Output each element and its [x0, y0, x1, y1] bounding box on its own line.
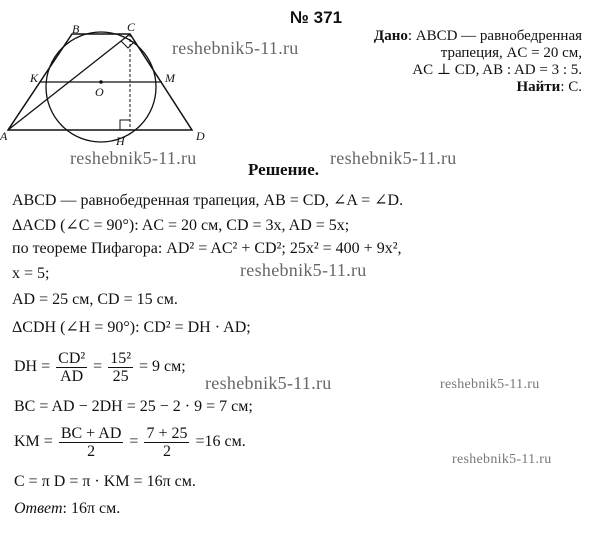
solution-line-10: C = π D = π · KM = 16π см. — [14, 473, 196, 490]
watermark-7: reshebnik5-11.ru — [452, 452, 552, 467]
watermark-4: reshebnik5-11.ru — [240, 260, 367, 280]
solution-line-3: по теореме Пифагора: AD² = AC² + CD²; 25x² = 400 + 9x², — [12, 240, 402, 257]
fraction-numerator: BC + AD — [60, 425, 122, 442]
label-b: B — [72, 22, 80, 36]
given-line-2: трапеция, AC = 20 см, — [440, 45, 582, 61]
fraction-bc-ad — [59, 425, 124, 460]
fraction-denominator: 2 — [87, 443, 96, 460]
dh-result: = 9 см; — [139, 358, 186, 376]
km-result: =16 см. — [195, 433, 246, 451]
fraction-denominator: AD — [60, 368, 84, 385]
fraction-numerator: 15² — [110, 350, 131, 367]
problem-number: № 371 — [290, 8, 343, 27]
watermark-6: reshebnik5-11.ru — [440, 377, 540, 392]
solution-line-4: x = 5; — [12, 265, 50, 282]
label-h: H — [116, 134, 125, 148]
solution-heading: Решение. — [248, 160, 319, 179]
solution-line-1: ABCD — равнобедренная трапеция, AB = CD, ∠A = ∠D. — [12, 192, 404, 209]
right-angle-h — [120, 120, 130, 130]
find-value: : C. — [560, 79, 582, 95]
answer-label: Ответ — [14, 500, 63, 517]
solution-line-2: ΔACD (∠C = 90°): AC = 20 см, CD = 3x, AD = 5x; — [12, 217, 350, 234]
given-line-3: AC ⊥ CD, AB : AD = 3 : 5. — [412, 62, 582, 78]
fraction-numerator: 7 + 25 — [146, 425, 188, 442]
solution-line-8: BC = AD − 2DH = 25 − 2 · 9 = 7 см; — [14, 398, 253, 415]
solution-line-9 — [14, 425, 246, 460]
label-a: A — [0, 129, 8, 143]
solution-line-7 — [14, 350, 186, 385]
fraction-denominator: 25 — [112, 368, 129, 385]
dh-lhs: DH = — [14, 358, 51, 376]
fraction-numerator: CD² — [58, 350, 86, 367]
given-line-1: : ABCD — равнобедренная — [407, 28, 582, 44]
watermark-2: reshebnik5-11.ru — [70, 148, 197, 168]
fraction-cd2-ad — [56, 350, 87, 385]
given-label: Дано — [373, 28, 408, 44]
solution-line-5: AD = 25 см, CD = 15 см. — [12, 291, 178, 308]
watermark-3: reshebnik5-11.ru — [330, 148, 457, 168]
answer-line — [14, 500, 120, 518]
solution-line-6: ΔCDH (∠H = 90°): CD² = DH · AD; — [12, 319, 251, 336]
given-block — [374, 28, 582, 96]
label-k: K — [30, 71, 39, 85]
dh-equals: = — [93, 358, 103, 376]
label-m: M — [165, 71, 175, 85]
km-equals: = — [129, 433, 139, 451]
label-c: C — [127, 22, 136, 34]
km-lhs: KM = — [14, 433, 53, 451]
find-label: Найти — [516, 79, 561, 95]
watermark-1: reshebnik5-11.ru — [172, 38, 299, 58]
watermark-5: reshebnik5-11.ru — [205, 373, 332, 393]
fraction-15sq-25 — [108, 350, 133, 385]
answer-value: : 16π см. — [62, 500, 121, 517]
label-o: O — [95, 85, 104, 99]
center-point — [99, 80, 103, 84]
fraction-denominator: 2 — [162, 443, 171, 460]
fraction-7-25 — [144, 425, 189, 460]
label-d: D — [196, 129, 205, 143]
